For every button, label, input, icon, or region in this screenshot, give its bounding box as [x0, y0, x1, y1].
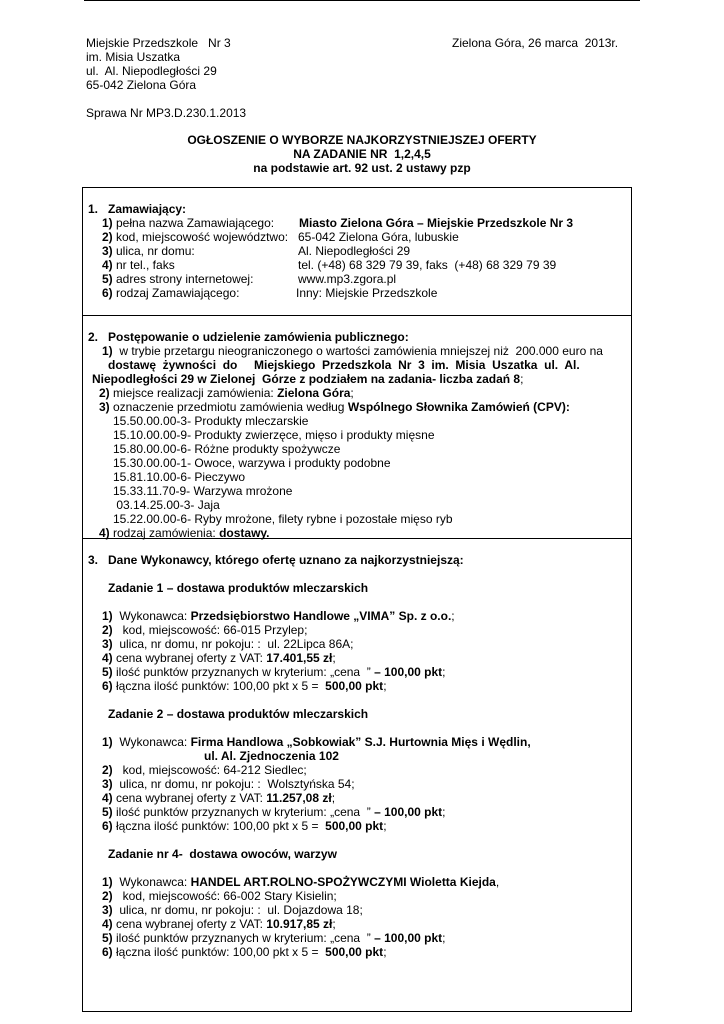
sender-name: Miejskie Przedszkole Nr 3 — [86, 36, 231, 50]
task-title: Zadanie 2 – dostawa produktów mleczarskich — [108, 707, 369, 721]
field-label: kod, miejscowość województwo: — [112, 230, 289, 244]
total-points: 500,00 pkt — [325, 819, 384, 833]
sender-postcode: 65-042 Zielona Góra — [86, 78, 197, 92]
punctuation: ; — [451, 609, 455, 623]
top-rule — [84, 0, 640, 1]
document-subtitle: NA ZADANIE NR 1,2,4,5 — [293, 147, 431, 161]
field-label: rodzaj zamówienia: — [109, 526, 220, 540]
procedure-text: w trybie przetargu nieograniczonego o wartości zamówienia mniejszej niż 200.000 euro na — [112, 344, 603, 358]
offer-price: 17.401,55 zł — [266, 651, 333, 665]
offer-price: 10.917,85 zł — [266, 917, 333, 931]
punctuation: ; — [520, 372, 524, 386]
total-points: 500,00 pkt — [325, 679, 384, 693]
item-number: 1) — [102, 735, 113, 749]
field-value: Zielona Góra — [277, 386, 351, 400]
contractor-code: kod, miejscowość: 64-212 Siedlec; — [112, 763, 307, 777]
field-label: rodzaj Zamawiającego: — [112, 286, 240, 300]
field-value: Al. Niepodległości 29 — [298, 244, 411, 258]
cpv-code-item: 15.33.11.70-9- Warzywa mrożone — [113, 484, 293, 498]
field-label: Wykonawca: — [112, 735, 191, 749]
item-number: 6) — [102, 945, 113, 959]
field-label: cena wybranej oferty z VAT: — [112, 651, 267, 665]
offer-price: 11.257,08 zł — [266, 791, 332, 805]
field-label: ilość punktów przyznanych w kryterium: „cena ” — [112, 665, 375, 679]
field-label: Wykonawca: — [112, 875, 191, 889]
contractor-name: Przedsiębiorstwo Handlowe „VIMA” Sp. z o.o. — [190, 609, 452, 623]
item-number: 1) — [102, 344, 113, 358]
contractor-street: ulica, nr domu, nr pokoju: : ul. 22Lipca 86A; — [112, 637, 354, 651]
item-number: 5) — [102, 272, 113, 286]
task-title: Zadanie 1 – dostawa produktów mleczarskich — [108, 581, 369, 595]
item-number: 4) — [102, 651, 113, 665]
item-number: 4) — [102, 791, 113, 805]
contractor-name: Firma Handlowa „Sobkowiak” S.J. Hurtownia Mięs i Wędlin, — [190, 735, 531, 749]
document-title: OGŁOSZENIE O WYBORZE NAJKORZYSTNIEJSZEJ OFERTY — [187, 133, 537, 147]
procedure-subject: dostawę żywności do Miejskiego Przedszkola Nr 3 im. Misia Uszatka ul. Al. — [108, 358, 580, 372]
item-number: 2) — [102, 889, 113, 903]
item-number: 3) — [102, 637, 113, 651]
item-number: 6) — [102, 679, 113, 693]
field-label: łączna ilość punktów: 100,00 pkt x 5 = — [112, 945, 326, 959]
section-2-heading: 2. Postępowanie o udzielenie zamówienia publicznego: — [88, 330, 409, 344]
sender-patron: im. Misia Uszatka — [86, 50, 181, 64]
cpv-code-item: 03.14.25.00-3- Jaja — [113, 498, 220, 512]
item-number: 4) — [99, 526, 110, 540]
place-date: Zielona Góra, 26 marca 2013r. — [452, 36, 619, 50]
item-number: 3) — [99, 400, 110, 414]
task-title: Zadanie nr 4- dostawa owoców, warzyw — [108, 847, 337, 861]
contractor-code: kod, miejscowość: 66-002 Stary Kisielin; — [112, 889, 337, 903]
cpv-code-item: 15.50.00.00-3- Produkty mleczarskie — [113, 414, 309, 428]
field-value: 65-042 Zielona Góra, lubuskie — [298, 230, 459, 244]
item-number: 3) — [102, 903, 113, 917]
cpv-code-item: 15.80.00.00-6- Różne produkty spożywcze — [113, 442, 341, 456]
item-number: 6) — [102, 286, 113, 300]
field-label: łączna ilość punktów: 100,00 pkt x 5 = — [112, 819, 326, 833]
cpv-code-item: 15.10.00.00-9- Produkty zwierzęce, mięso i produkty mięsne — [113, 428, 435, 442]
field-value: www.mp3.zgora.pl — [298, 272, 397, 286]
item-number: 3) — [102, 244, 113, 258]
field-label: ulica, nr domu: — [112, 244, 195, 258]
item-number: 4) — [102, 917, 113, 931]
field-value: Wspólnego Słownika Zamówień (CPV): — [347, 400, 570, 414]
item-number: 2) — [102, 623, 113, 637]
field-value: dostawy. — [219, 526, 270, 540]
item-number: 3) — [102, 777, 113, 791]
legal-basis: na podstawie art. 92 ust. 2 ustawy pzp — [253, 161, 471, 175]
field-value: Inny: Miejskie Przedszkole — [296, 286, 438, 300]
procedure-subject-cont: Niepodległości 29 w Zielonej Górze z podziałem na zadania- liczba zadań 8 — [92, 372, 521, 386]
field-label: cena wybranej oferty z VAT: — [112, 791, 267, 805]
item-number: 1) — [102, 875, 113, 889]
cpv-code-item: 15.22.00.00-6- Ryby mrożone, filety rybne i pozostałe mięso ryb — [113, 512, 453, 526]
cpv-code-item: 15.81.10.00-6- Pieczywo — [113, 470, 246, 484]
field-value: tel. (+48) 68 329 79 39, faks (+48) 68 329 79 39 — [298, 258, 557, 272]
item-number: 4) — [102, 258, 113, 272]
item-number: 5) — [102, 805, 113, 819]
field-label: ilość punktów przyznanych w kryterium: „cena ” — [112, 931, 375, 945]
criterion-points: – 100,00 pkt — [374, 931, 443, 945]
field-label: cena wybranej oferty z VAT: — [112, 917, 267, 931]
field-label: Wykonawca: — [112, 609, 191, 623]
contractor-address: ul. Al. Zjednoczenia 102 — [204, 749, 339, 763]
item-number: 5) — [102, 665, 113, 679]
field-label: adres strony internetowej: — [112, 272, 254, 286]
item-number: 6) — [102, 819, 113, 833]
case-reference: Sprawa Nr MP3.D.230.1.2013 — [86, 106, 247, 120]
cpv-code-item: 15.30.00.00-1- Owoce, warzywa i produkty podobne — [113, 456, 391, 470]
item-number: 1) — [102, 609, 113, 623]
punctuation: ; — [350, 386, 354, 400]
contractor-code: kod, miejscowość: 66-015 Przylep; — [112, 623, 308, 637]
criterion-points: – 100,00 pkt — [374, 805, 443, 819]
item-number: 5) — [102, 931, 113, 945]
field-label: ilość punktów przyznanych w kryterium: „cena ” — [112, 805, 375, 819]
field-label: miejsce realizacji zamówienia: — [109, 386, 278, 400]
punctuation: , — [495, 875, 500, 889]
field-label: oznaczenie przedmiotu zamówienia według — [109, 400, 348, 414]
field-label: nr tel., faks — [112, 258, 175, 272]
item-number: 2) — [99, 386, 110, 400]
item-number: 2) — [102, 230, 113, 244]
section-1-heading: 1. Zamawiający: — [88, 202, 187, 216]
field-value: Miasto Zielona Góra – Miejskie Przedszkole Nr 3 — [299, 216, 574, 230]
sender-street: ul. Al. Niepodległości 29 — [86, 64, 217, 78]
criterion-points: – 100,00 pkt — [374, 665, 443, 679]
contractor-street: ulica, nr domu, nr pokoju: : ul. Dojazdowa 18; — [112, 903, 363, 917]
field-label: łączna ilość punktów: 100,00 pkt x 5 = — [112, 679, 326, 693]
contractor-name: HANDEL ART.ROLNO-SPOŻYWCZYMI Wioletta Kiejda — [190, 875, 496, 889]
field-label: pełna nazwa Zamawiającego: — [112, 216, 275, 230]
item-number: 2) — [102, 763, 113, 777]
item-number: 1) — [102, 216, 113, 230]
total-points: 500,00 pkt — [325, 945, 384, 959]
section-3-heading: 3. Dane Wykonawcy, którego ofertę uznano za najkorzystniejszą: — [88, 553, 464, 567]
contractor-street: ulica, nr domu, nr pokoju: : Wolsztyńska 54; — [112, 777, 355, 791]
